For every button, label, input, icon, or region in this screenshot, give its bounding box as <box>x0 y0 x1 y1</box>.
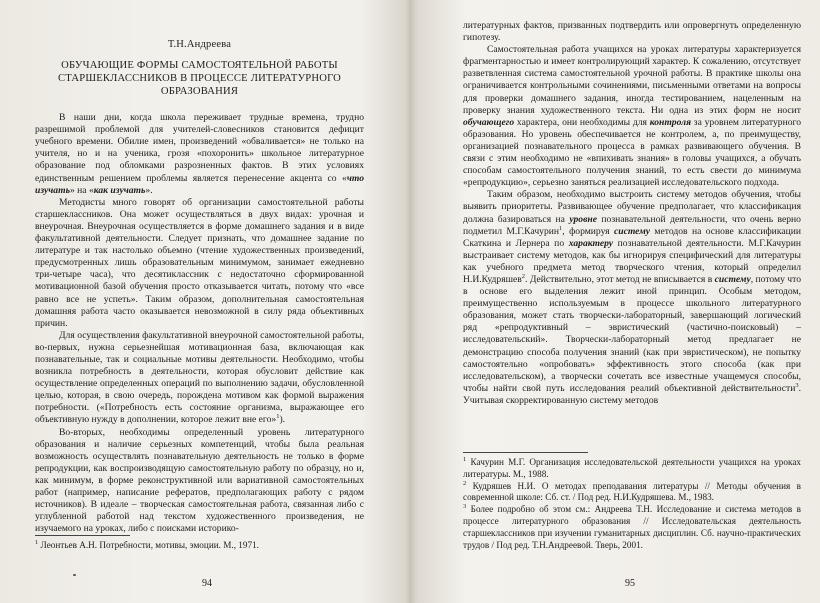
footnotes <box>463 457 801 551</box>
emphasis: что изучать <box>35 172 364 196</box>
footnote-ref: 3 <box>795 381 799 389</box>
footnote-ref: 1 <box>276 413 280 421</box>
emphasis: систему <box>613 225 651 237</box>
footnote: $^3$ Более подробно об этом см.: Андреева Т.Н. Исследование и система методов в процессе литературного образования // Исследовательская деятельность старшеклассников при изучении гуманитарных дисциплин. Сб. научно-практических трудов / Под ред. Т.Н.Андреевой. Тверь, 2001. <box>463 503 802 550</box>
emphasis: систему <box>714 273 751 285</box>
footnote: $^2$ Кудряшев Н.И. О методах преподавания литературы // Методы обучения в современной школе: Сб. ст. / Под ред. Н.И.Кудряшева. М., 1983. <box>463 479 801 503</box>
footnote-ref: 1 <box>559 224 563 232</box>
footnote: $^1$ Леонтьев А.Н. Потребности, мотивы, эмоции. М., 1971. <box>35 538 259 550</box>
right-page-text <box>463 20 801 407</box>
print-speck <box>73 574 76 576</box>
footnote: $^1$ Качурин М.Г. Организация исследовательской деятельности учащихся на уроках литературы. М., 1988. <box>463 455 801 479</box>
emphasis: характеру <box>568 237 614 249</box>
emphasis: контроля <box>649 116 692 128</box>
paragraph: Для осуществления факультативной внеурочной самостоятельной работы, во-первых, нужна серьезнейшая мотивационная база, включающая как познавательные, так и социальные мотивы деятельности. Необходимо, чтобы возникла потребность в деятельности, которая обусловит действие как осуществление определенных операций по выполнению задачи, обусловленной целью, которая, в свою очередь, порождена мотивом как формой выражения потребности. («Потребность есть состояние организма, выражающее его объективную нужду в дополнении, которое лежит вне его»$^1$). <box>35 329 364 426</box>
emphasis: как изучать <box>93 184 146 196</box>
footnote-divider <box>35 535 130 536</box>
paragraph: литературных фактов, призванных подтвердить или опровергнуть определенную гипотезу. <box>463 20 801 44</box>
paragraph: Таким образом, необходимо выстроить систему методов обучения, чтобы выявить приоритеты. Развивающее обучение предполагает, что классификация должна базироваться на уровне познавательной деятельности, что очень верно подметил М.Г.Качурин$^1$, формируя систему методов на основе классификации Скаткина и Лернера по характеру познавательной деятельности. М.Г.Качурин выстраивает систему методов, как бы игнорируя специфический для литературы как учебного предмета метод творческого чтения, который определил Н.И.Кудряшев$^2$. Действительно, этот метод не вписывается в систему, потому что в основе его выделения лежит иной принцип. Особым методом, преимущественно используемым в процессе школьного литературного образования, может стать творчески-лабораторный, завершающий логический ряд «репродуктивный – эвристический (частично-поисковый) – исследовательский». Творчески-лабораторный метод предлагает не демонстрацию способа получения знаний (как при эвристическом), не попытку самостоятельно «опробовать» эффективность этого способа (как при исследовательском), а творчески сочетать все известные учащемуся способы, чтобы найти свой путь исследования реалий объективной действительности$^3$. Учитывая скорректированную систему методов <box>463 189 801 406</box>
paragraph: В наши дни, когда школа переживает трудные времена, трудно разрешимой проблемой для учителей-словесников становится дефицит учебного времени. Обилие имен, произведений «обваливается» не только на учителя, но и на ученика, грозя «похоронить» школьное литературное образование под обломками разрозненных фактов. В этих условиях единственным решением проблемы является перенесение акцента со «что изучать» на «как изучать». <box>35 112 364 196</box>
article-title: ОБУЧАЮЩИЕ ФОРМЫ САМОСТОЯТЕЛЬНОЙ РАБОТЫ СТАРШЕКЛАССНИКОВ В ПРОЦЕССЕ ЛИТЕРАТУРНОГО ОБРАЗОВАНИЯ <box>58 60 341 98</box>
paragraph: Во-вторых, необходимы определенный уровень литературного образования и наличие серьезных компетенций, чтобы была реальная возможность осуществлять познавательную деятельность не только в форме репродукции, как воспроизводящую самостоятельную работу по образцу, но и, как минимум, в форме реконструктивной или вариативной самостоятельных работ (например, написание рефератов, предполагающих работу с рядом источников). В идеале – творческая самостоятельная работа, связанная либо с углубленной работой над текстом художественного произведения, не изучаемого на уроках, либо с поисками историко- <box>35 426 364 535</box>
footnote-ref: 2 <box>521 272 526 280</box>
right-page <box>410 0 820 603</box>
footnotes <box>35 540 364 552</box>
emphasis: уровне <box>569 213 597 225</box>
left-page-text <box>35 39 364 535</box>
emphasis: обучающего <box>463 116 515 128</box>
author-name: Т.Н.Андреева <box>167 39 232 50</box>
paragraph: Самостоятельная работа учащихся на уроках литературы характеризуется фрагментарностью и имеет контролирующий характер. К сожалению, отсутствует разветвленная система самостоятельной урочной работы. В практике школы она ограничивается контрольными сочинениями, письменными ответами на вопросы для проверки домашнего задания, иногда тестированием, нацеленным на проверку знания художественного текста. Ни одна из этих форм не носит обучающего характера, они необходимы для контроля за уровнем литературного образования. Но уровень обеспечивается не контролем, а, по преимуществу, организацией познавательного процесса в рамках развивающего обучения. В связи с этим необходимо не «впихивать знания» в головы учащихся, а обучать способам самостоятельного получения знаний, то есть свести до минимума «репродукцию», серьезно заняться реализацией исследовательского подхода. <box>463 44 802 189</box>
page-number: 94 <box>202 578 212 589</box>
page-number: 95 <box>625 578 635 589</box>
paragraph: Методисты много говорят об организации самостоятельной работы старшеклассников. Она может осуществляться в двух видах: урочная и внеурочная. Внеурочная осуществляется в форме домашнего задания и в виде факультативной деятельности. Следует признать, что домашнее задание по литературе и так настолько объемно (чтение художественных произведений, предусмотренных лишь образовательным минимумом, занимает ежедневно три-четыре часа), что десятиклассник с недостаточно сформированной мотивационной базой обучения просто отказывается читать, потому что «все равно все не успеть». Таким образом, дополнительная самостоятельная домашняя работа часто оказывается невозможной в силу ряда объективных причин. <box>35 196 364 329</box>
footnote-divider <box>463 452 588 453</box>
